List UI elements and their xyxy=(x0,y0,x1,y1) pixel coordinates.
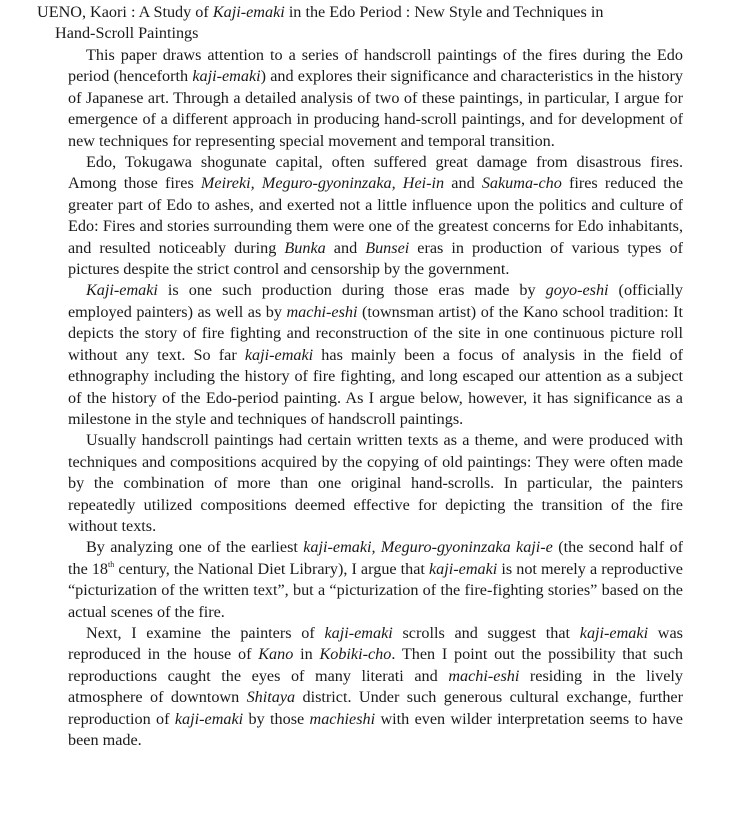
text-run: By analyzing one of the earliest xyxy=(86,538,304,557)
text-run: district. Under such generous cultural exchange, further reproduction of xyxy=(68,688,683,728)
italic-term: machi-eshi xyxy=(448,666,520,685)
text-run: eras in production of various types of pictures despite the strict control and censorship by the government. xyxy=(68,238,683,279)
italic-term: goyo-eshi xyxy=(545,281,609,300)
paragraph xyxy=(68,623,683,751)
text-run: in xyxy=(293,645,320,664)
italic-term: kaji-emaki xyxy=(174,709,244,728)
title-prefix: A Study of xyxy=(138,3,213,21)
text-run: has mainly been a focus of analysis in the field of ethnography including the history of fire fighting, and long escaped our attention as a subject of the history of the Edo-period painting. As I argue below, however, it has significance as a milestone in the style and techniques of handscroll paintings. xyxy=(68,345,684,428)
title-italic-term: Kaji-emaki xyxy=(212,3,285,21)
italic-term: machieshi xyxy=(309,709,376,728)
text-run: (officially employed painters) as well as by xyxy=(68,281,683,321)
text-run: (townsman artist) of the Kano school tradition: It depicts the story of fire fighting and reconstruction of the site in one continuous picture roll without any text. So far xyxy=(68,302,683,364)
text-run: century, the National Diet Library), I argue that xyxy=(114,559,429,578)
superscript-text: th xyxy=(108,559,115,569)
text-run: Usually handscroll paintings had certain written texts as a theme, and were produced with techniques and compositions acquired by the copying of old paintings: They were often made by the combination of more than one original hand-scrolls. In particular, the painters repeatedly utilized compositions deemed effective for depicting the transition of the fire without texts. xyxy=(68,431,683,535)
text-run: by those xyxy=(243,709,310,728)
title-line-1 xyxy=(37,2,727,23)
italic-term: Kobiki-cho xyxy=(319,645,392,664)
text-run: fires reduced the greater part of Edo to ashes, and exerted not a little influence upon the politics and culture of Edo: Fires and stories surrounding them were one of the greatest concerns for Edo inhabitants, and resulted noticeably during xyxy=(68,174,684,257)
text-run: is not merely a reproductive “picturization of the written text”, but a “picturization of the fire-fighting stories” based on the actual scenes of the fire. xyxy=(68,559,683,621)
text-run: was reproduced in the house of xyxy=(68,623,683,664)
italic-term: Kano xyxy=(258,645,294,664)
title-suffix: in the Edo Period : New Style and Techniques in xyxy=(284,3,604,21)
italic-term: Meireki, Meguro-gyoninzaka, Hei-in xyxy=(200,174,445,193)
text-run: residing in the lively atmosphere of downtown xyxy=(68,666,683,707)
italic-term: kaji-emaki xyxy=(324,623,393,642)
title-separator: : xyxy=(126,3,139,21)
paragraph xyxy=(68,537,683,623)
italic-term: kaji-emaki xyxy=(579,623,649,642)
italic-term: Bunka xyxy=(284,238,326,257)
italic-term: Kaji-emaki xyxy=(86,281,158,300)
italic-term: machi-eshi xyxy=(286,302,358,321)
italic-term: Sakuma-cho xyxy=(481,174,562,193)
text-run: and xyxy=(325,238,366,257)
title-line-2: Hand-Scroll Paintings xyxy=(55,24,199,42)
text-run: (the second half of the 18 xyxy=(68,538,683,578)
text-run: with even wilder interpretation seems to have been made. xyxy=(68,709,683,749)
italic-term: kaji-emaki xyxy=(428,559,498,578)
text-run: and xyxy=(444,174,482,193)
italic-term: kaji-emaki xyxy=(192,67,261,86)
italic-term: kaji-emaki xyxy=(244,345,314,364)
text-run: ) and explores their significance and characteristics in the history of Japanese art. Through a detailed analysis of two of these paintings, in particular, I argue for emergence of a different approach in producing hand-scroll paintings, and for development of new techniques for representing special movement and temporal transition. xyxy=(68,67,683,150)
text-run: Next, I examine the painters of xyxy=(86,623,325,642)
abstract-body xyxy=(68,45,683,751)
text-run: This paper draws attention to a series of handscroll paintings of the fires during the Edo period (henceforth xyxy=(68,46,683,86)
text-run: is one such production during those eras made by xyxy=(157,281,546,300)
text-run: scrolls and suggest that xyxy=(392,623,580,642)
italic-term: Shitaya xyxy=(246,688,296,707)
paragraph xyxy=(68,45,683,152)
text-run: . Then I point out the possibility that such reproductions caught the eyes of many literati and xyxy=(68,645,683,685)
paragraph xyxy=(68,280,683,430)
paragraph xyxy=(68,152,683,280)
italic-term: kaji-emaki, Meguro-gyoninzaka kaji-e xyxy=(303,538,553,557)
paragraph xyxy=(68,430,683,537)
author-name: UENO, Kaori xyxy=(37,3,127,21)
italic-term: Bunsei xyxy=(365,238,410,257)
paper-title xyxy=(37,2,727,44)
text-run: Edo, Tokugawa shogunate capital, often suffered great damage from disastrous fires. Among those fires xyxy=(68,153,683,193)
